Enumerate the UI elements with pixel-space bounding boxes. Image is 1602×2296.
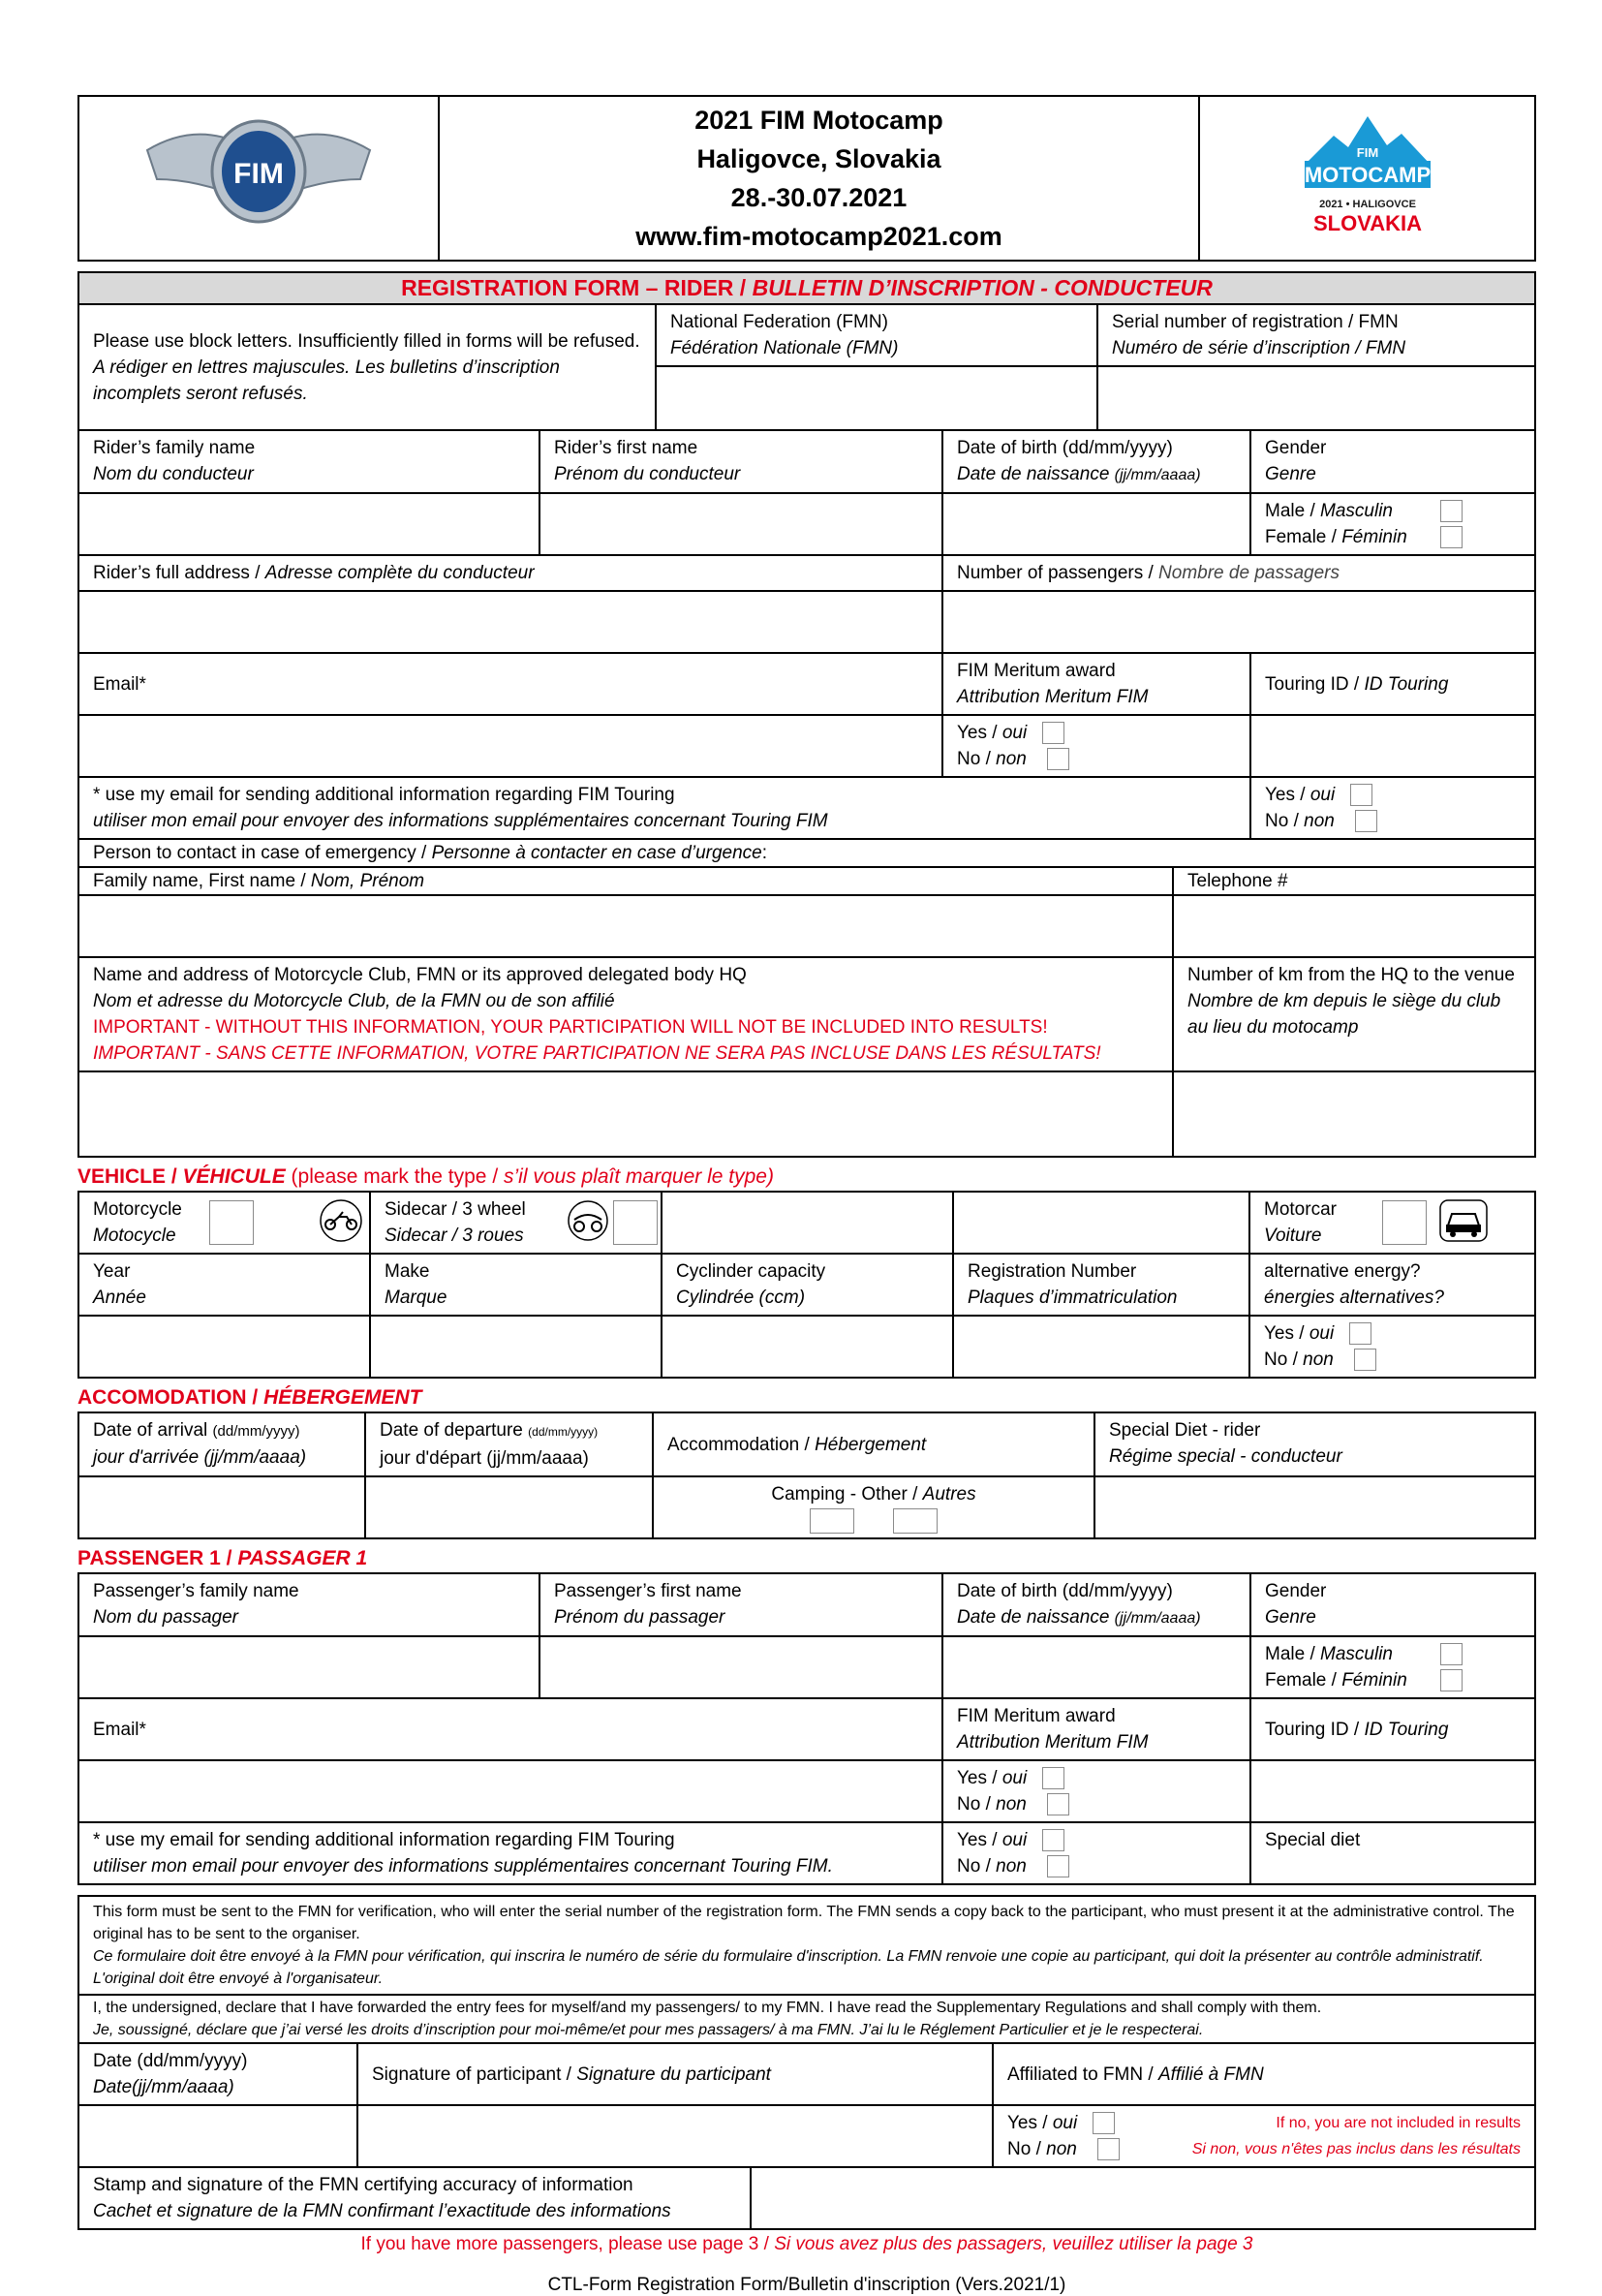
emergency-table — [77, 838, 1536, 1158]
motorcycle-checkbox[interactable] — [209, 1200, 254, 1245]
passenger-dob-field[interactable] — [942, 1636, 1250, 1698]
gender-label: Gender Genre — [1250, 430, 1535, 493]
svg-text:SLOVAKIA: SLOVAKIA — [1312, 211, 1422, 235]
passenger-meritum-options: Yes / oui No / non — [942, 1760, 1250, 1822]
stamp-table — [77, 2166, 1536, 2230]
passenger-male-checkbox[interactable] — [1440, 1643, 1463, 1665]
accommodation-label: Accommodation / Hébergement — [653, 1412, 1094, 1476]
if-no-note: If no, you are not included in results — [1276, 2115, 1521, 2131]
svg-text:FIM: FIM — [1356, 145, 1378, 160]
date-label: Date (dd/mm/yyyy) Date(jj/mm/aaaa) — [78, 2043, 357, 2105]
meritum-label: FIM Meritum award Attribution Meritum FIM — [942, 653, 1250, 715]
vehicle-heading: VEHICLE / VÉHICULE (please mark the type / s’il vous plaît marquer le type) — [77, 1165, 774, 1188]
accommodation-heading: ACCOMODATION / HÉBERGEMENT — [77, 1386, 422, 1409]
sidecar-option: Sidecar / 3 wheel Sidecar / 3 roues — [370, 1192, 662, 1254]
email-consent-label: * use my email for sending additional information regarding FIM Touring utiliser mon email pour envoyer des informations supplémentaires concernant Touring FIM — [78, 777, 1250, 839]
arrival-field[interactable] — [78, 1476, 365, 1538]
family-name-field[interactable] — [78, 493, 539, 555]
other-checkbox[interactable] — [893, 1508, 938, 1534]
passenger-meritum-no-checkbox[interactable] — [1047, 1793, 1069, 1815]
stamp-label: Stamp and signature of the FMN certifying accuracy of information Cachet et signature de la FMN confirmant l’exactitude des informations — [78, 2167, 751, 2229]
cylinder-label: Cyclinder capacity Cylindrée (ccm) — [662, 1254, 953, 1316]
departure-label: Date of departure (dd/mm/yyyy) jour d'départ (jj/mm/aaaa) — [365, 1412, 653, 1476]
svg-text:FIM: FIM — [233, 158, 284, 190]
affiliated-options: Yes / oui If no, you are not included in results No / non Si non, vous n'êtes pas inclus dans les résultats — [993, 2105, 1535, 2167]
passenger-table — [77, 1572, 1536, 1885]
dob-label: Date of birth (dd/mm/yyyy) Date de naissance (jj/mm/aaaa) — [942, 430, 1250, 493]
passenger-dob-label: Date of birth (dd/mm/yyyy) Date de naissance (jj/mm/aaaa) — [942, 1573, 1250, 1636]
passenger-heading: PASSENGER 1 / PASSAGER 1 — [77, 1547, 368, 1569]
passengers-label: Number of passengers / Nombre de passagers — [942, 555, 1535, 591]
event-title: 2021 FIM Motocamp Haligovce, Slovakia 28.-30.07.2021 www.fim-motocamp2021.com — [439, 96, 1199, 261]
signature-field[interactable] — [357, 2105, 993, 2167]
touring-id-label: Touring ID / ID Touring — [1250, 653, 1535, 715]
affiliated-no-checkbox[interactable] — [1097, 2138, 1120, 2160]
federation-field[interactable] — [656, 366, 1097, 430]
motocamp-logo-icon — [1295, 107, 1440, 242]
passenger-gender-options: Male / Masculin Female / Féminin — [1250, 1636, 1535, 1698]
affiliated-yes-checkbox[interactable] — [1093, 2112, 1115, 2134]
first-name-label: Rider’s first name Prénom du conducteur — [539, 430, 942, 493]
federation-label: National Federation (FMN) Fédération Nationale (FMN) — [656, 304, 1097, 366]
declaration-text: I, the undersigned, declare that I have forwarded the entry fees for myself/and my passengers/ to my FMN. I have read the Supplementary Regulations and shall comply with them. Je, soussigné, déclare que j’ai versé les droits d’inscription pour moi-même/et pour mes passagers/ à ma FMN. J’ai lu le Réglement Particulier et je le respecterai. — [78, 1995, 1535, 2043]
touring-id-field[interactable] — [1250, 715, 1535, 777]
passenger-first-label: Passenger’s first name Prénom du passager — [539, 1573, 942, 1636]
passenger-email-label: Email* — [78, 1698, 942, 1760]
km-label: Number of km from the HQ to the venue Nombre de km depuis le siège du club au lieu du motocamp — [1173, 957, 1535, 1071]
club-field[interactable] — [78, 1071, 1173, 1157]
serial-field[interactable] — [1097, 366, 1535, 430]
alt-energy-label: alternative energy? énergies alternatives? — [1249, 1254, 1535, 1316]
vehicle-table — [77, 1191, 1536, 1379]
consent-no-checkbox[interactable] — [1355, 810, 1377, 832]
emergency-label: Person to contact in case of emergency / Personne à contacter en case d’urgence: — [78, 839, 1535, 867]
passengers-field[interactable] — [942, 591, 1535, 653]
passenger-touring-field[interactable] — [1250, 1760, 1535, 1822]
departure-field[interactable] — [365, 1476, 653, 1538]
email-field[interactable] — [78, 715, 942, 777]
female-checkbox[interactable] — [1440, 526, 1463, 548]
signature-label: Signature of participant / Signature du participant — [357, 2043, 993, 2105]
telephone-label: Telephone # — [1173, 867, 1535, 895]
svg-text:MOTOCAMP: MOTOCAMP — [1304, 163, 1431, 187]
male-checkbox[interactable] — [1440, 500, 1463, 522]
meritum-options: Yes / oui No / non — [942, 715, 1250, 777]
km-field[interactable] — [1173, 1071, 1535, 1157]
passenger-family-label: Passenger’s family name Nom du passager — [78, 1573, 539, 1636]
signature-table — [77, 2042, 1536, 2168]
alt-no-checkbox[interactable] — [1354, 1349, 1376, 1371]
club-label: Name and address of Motorcycle Club, FMN or its approved delegated body HQ Nom et adresse du Motorcycle Club, de la FMN ou de son affilié IMPORTANT - WITHOUT THIS INFORMATION, YOUR PARTICIPATION WILL NOT BE INCLUDED INTO RESULTS! IMPORTANT - SANS CETTE INFORMATION, VOTRE PARTICIPATION NE SERA PAS INCLUSE DANS LES RÉSULTATS! — [78, 957, 1173, 1071]
form-title: REGISTRATION FORM – RIDER / BULLETIN D’INSCRIPTION - CONDUCTEUR — [78, 272, 1535, 304]
year-field[interactable] — [78, 1316, 370, 1378]
passenger-consent-yes-checkbox[interactable] — [1042, 1829, 1064, 1851]
header-table — [77, 95, 1536, 262]
passenger-meritum-yes-checkbox[interactable] — [1042, 1767, 1064, 1789]
alt-yes-checkbox[interactable] — [1349, 1322, 1371, 1345]
email-label: Email* — [78, 653, 942, 715]
motorcar-option: Motorcar Voiture — [1249, 1192, 1535, 1254]
registration-form — [77, 95, 1536, 2296]
submission-note: This form must be sent to the FMN for verification, who will enter the serial number of the registration form. The FMN sends a copy back to the participant, who must present it at the administrative control. The original has to be sent to the organiser. Ce formulaire doit être envoyé à la FMN pour vérification, qui inscrira le numéro de série du formulaire d'inscription. La FMN renvoie une copie au participant, qui doit la présenter au contrôle administratif. L'original doit être envoyé à l'organisateur. — [78, 1896, 1535, 1995]
vehicle-empty-2 — [953, 1192, 1249, 1254]
motorcycle-icon — [316, 1198, 366, 1243]
email-consent-options: Yes / oui No / non — [1250, 777, 1535, 839]
address-field[interactable] — [78, 591, 942, 653]
serial-label: Serial number of registration / FMN Numéro de série d’inscription / FMN — [1097, 304, 1535, 366]
more-passengers-note: If you have more passengers, please use page 3 / Si vous avez plus des passagers, veuillez utiliser la page 3 — [360, 2234, 1253, 2254]
dob-field[interactable] — [942, 493, 1250, 555]
consent-yes-checkbox[interactable] — [1350, 784, 1372, 806]
arrival-label: Date of arrival (dd/mm/yyyy) jour d'arrivée (jj/mm/aaaa) — [78, 1412, 365, 1476]
passenger-family-field[interactable] — [78, 1636, 539, 1698]
telephone-field[interactable] — [1173, 895, 1535, 957]
passenger-special-diet[interactable]: Special diet — [1250, 1822, 1535, 1884]
address-label: Rider’s full address / Adresse complète du conducteur — [78, 555, 942, 591]
rider-fed-table — [77, 303, 1536, 431]
if-no-note-fr: Si non, vous n'êtes pas inclus dans les résultats — [1191, 2141, 1521, 2157]
intro-text: Please use block letters. Insufficiently filled in forms will be refused. A rédiger en lettres majuscules. Les bulletins d’inscription incomplets seront refusés. — [78, 304, 656, 430]
passenger-first-field[interactable] — [539, 1636, 942, 1698]
emergency-name-label: Family name, First name / Nom, Prénom — [78, 867, 1173, 895]
cylinder-field[interactable] — [662, 1316, 953, 1378]
diet-field[interactable] — [1094, 1476, 1535, 1538]
passenger-gender-label: Gender Genre — [1250, 1573, 1535, 1636]
car-icon — [1438, 1198, 1489, 1243]
first-name-field[interactable] — [539, 493, 942, 555]
fim-logo-icon — [138, 111, 380, 237]
fim-logo-cell — [78, 96, 439, 261]
stamp-field[interactable] — [751, 2167, 1535, 2229]
camping-checkbox[interactable] — [810, 1508, 854, 1534]
year-label: Year Année — [78, 1254, 370, 1316]
family-name-label: Rider’s family name Nom du conducteur — [78, 430, 539, 493]
date-field[interactable] — [78, 2105, 357, 2167]
rider-name-table — [77, 429, 1536, 840]
motorcycle-option: Motorcycle Motocycle — [78, 1192, 370, 1254]
affiliated-label: Affiliated to FMN / Affilié à FMN — [993, 2043, 1535, 2105]
accommodation-table — [77, 1412, 1536, 1539]
passenger-meritum-label: FIM Meritum award Attribution Meritum FIM — [942, 1698, 1250, 1760]
sidecar-checkbox[interactable] — [613, 1200, 658, 1245]
diet-label: Special Diet - rider Régime special - conducteur — [1094, 1412, 1535, 1476]
make-field[interactable] — [370, 1316, 662, 1378]
passenger-consent-options: Yes / oui No / non — [942, 1822, 1250, 1884]
passenger-female-checkbox[interactable] — [1440, 1669, 1463, 1691]
registration-field[interactable] — [953, 1316, 1249, 1378]
alt-energy-options: Yes / oui No / non — [1249, 1316, 1535, 1378]
meritum-yes-checkbox[interactable] — [1042, 722, 1064, 744]
vehicle-empty-1 — [662, 1192, 953, 1254]
emergency-name-field[interactable] — [78, 895, 1173, 957]
meritum-no-checkbox[interactable] — [1047, 748, 1069, 770]
form-version: CTL-Form Registration Form/Bulletin d'inscription (Vers.2021/1) — [547, 2275, 1066, 2295]
sidecar-icon — [565, 1198, 611, 1243]
rider-table — [77, 271, 1536, 305]
accommodation-options: Camping - Other / Autres — [653, 1476, 1094, 1538]
passenger-email-field[interactable] — [78, 1760, 942, 1822]
gender-options: Male / Masculin Female / Féminin — [1250, 493, 1535, 555]
make-label: Make Marque — [370, 1254, 662, 1316]
motocamp-logo-cell — [1199, 96, 1535, 261]
svg-text:2021 • HALIGOVCE: 2021 • HALIGOVCE — [1318, 199, 1416, 210]
passenger-consent-label: * use my email for sending additional information regarding FIM Touring utiliser mon email pour envoyer des informations supplémentaires concernant Touring FIM. — [78, 1822, 942, 1884]
registration-label: Registration Number Plaques d’immatriculation — [953, 1254, 1249, 1316]
passenger-consent-no-checkbox[interactable] — [1047, 1855, 1069, 1877]
declaration-table — [77, 1895, 1536, 2044]
motorcar-checkbox[interactable] — [1382, 1200, 1427, 1245]
passenger-touring-label: Touring ID / ID Touring — [1250, 1698, 1535, 1760]
